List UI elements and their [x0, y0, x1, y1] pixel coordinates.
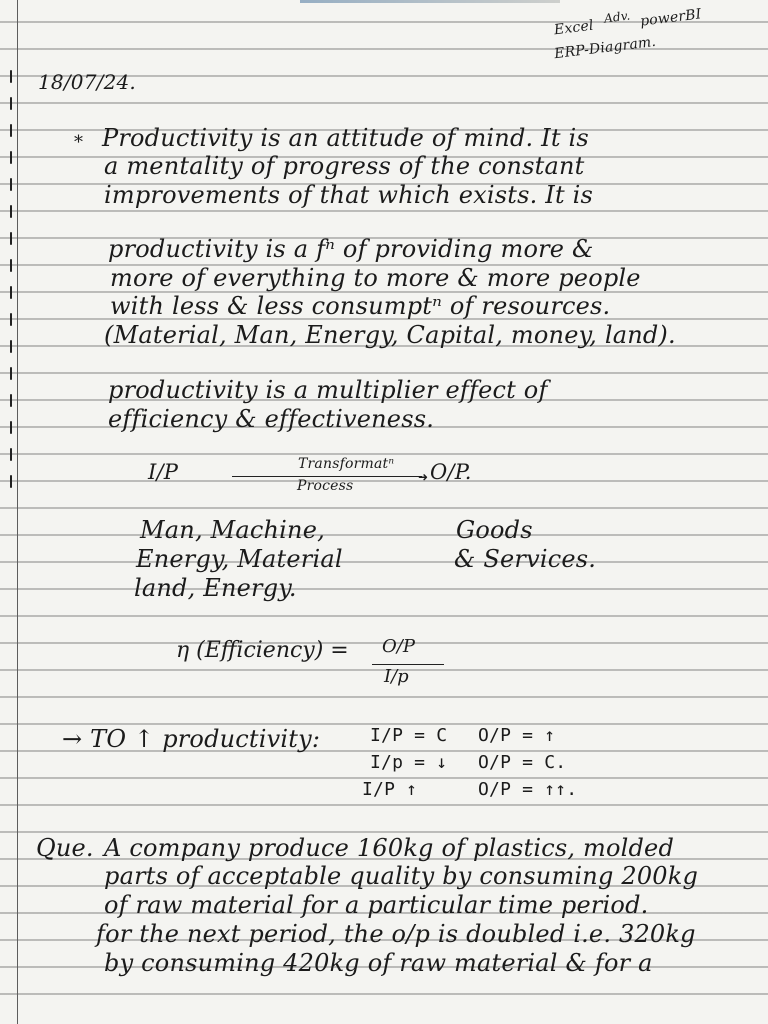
diagram-input: I/P	[148, 460, 179, 484]
input-examples-line2: Energy, Material	[136, 545, 343, 573]
case2-output: O/P = C.	[478, 752, 567, 773]
input-examples-line1: Man, Machine,	[140, 516, 325, 544]
question-line3: of raw material for a particular time period.	[104, 891, 649, 919]
paragraph2-line4: (Material, Man, Energy, Capital, money, land).	[104, 321, 676, 349]
productivity-increase-label: → TO ↑ productivity:	[62, 725, 321, 753]
diagram-arrow-line	[232, 476, 422, 477]
header-powerbi: powerBI	[639, 6, 703, 30]
paragraph3-line1: productivity is a multiplier effect of	[108, 376, 548, 404]
paragraph1-line1: Productivity is an attitude of mind. It is	[102, 124, 589, 152]
note-date: 18/07/24.	[38, 70, 136, 94]
question-line2: parts of acceptable quality by consuming 200kg	[104, 862, 699, 890]
diagram-arrow-head: ➜	[418, 470, 429, 484]
paragraph1-line3: improvements of that which exists. It is	[104, 181, 594, 209]
case1-output: O/P = ↑	[478, 725, 556, 746]
paragraph3-line2: efficiency & effectiveness.	[108, 405, 435, 433]
efficiency-numerator: O/P	[382, 636, 415, 657]
binding-mark-10	[10, 313, 12, 326]
binding-mark-8	[10, 259, 12, 272]
binding-mark-2	[10, 97, 12, 110]
header-advanced: Adv.	[603, 8, 632, 26]
paragraph1-marker: *	[74, 132, 83, 153]
binding-mark-6	[10, 205, 12, 218]
output-examples-line2: & Services.	[454, 545, 597, 573]
case3-input: I/P ↑	[362, 779, 418, 800]
binding-mark-14	[10, 421, 12, 434]
paragraph2-line2: more of everything to more & more people	[110, 264, 641, 292]
binding-mark-3	[10, 124, 12, 137]
efficiency-label: η (Efficiency) =	[176, 638, 349, 663]
efficiency-denominator: I/p	[384, 666, 409, 687]
question-label: Que.	[36, 834, 94, 862]
binding-mark-9	[10, 286, 12, 299]
paragraph1-line2: a mentality of progress of the constant	[104, 152, 585, 180]
diagram-process-label: Process	[297, 478, 354, 494]
header-excel: Excel	[553, 17, 595, 39]
question-line5: by consuming 420kg of raw material & for a	[104, 949, 653, 977]
diagram-output: O/P.	[430, 460, 472, 484]
efficiency-fraction-line	[372, 664, 444, 665]
binding-mark-12	[10, 367, 12, 380]
binding-mark-13	[10, 394, 12, 407]
case3-output: O/P = ↑↑.	[478, 779, 578, 800]
question-line1: A company produce 160kg of plastics, molded	[104, 834, 675, 862]
case1-input: I/P = C	[370, 725, 448, 746]
binding-mark-1	[10, 70, 12, 83]
binding-mark-16	[10, 475, 12, 488]
case2-input: I/p = ↓	[370, 752, 448, 773]
diagram-transformation-label: Transformatⁿ	[298, 456, 395, 472]
paragraph2-line3: with less & less consumptⁿ of resources.	[110, 292, 611, 320]
question-line4: for the next period, the o/p is doubled i.e. 320kg	[96, 920, 696, 948]
binding-mark-4	[10, 151, 12, 164]
paragraph2-line1: productivity is a fⁿ of providing more &	[108, 235, 594, 263]
binding-mark-5	[10, 178, 12, 191]
output-examples-line1: Goods	[456, 516, 533, 544]
header-erp-diagram: ERP-Diagram.	[553, 33, 657, 63]
left-margin-line	[17, 0, 18, 1024]
binding-mark-7	[10, 232, 12, 245]
binding-mark-15	[10, 448, 12, 461]
binding-mark-11	[10, 340, 12, 353]
input-examples-line3: land, Energy.	[134, 574, 297, 602]
top-edge-mark	[300, 0, 560, 3]
